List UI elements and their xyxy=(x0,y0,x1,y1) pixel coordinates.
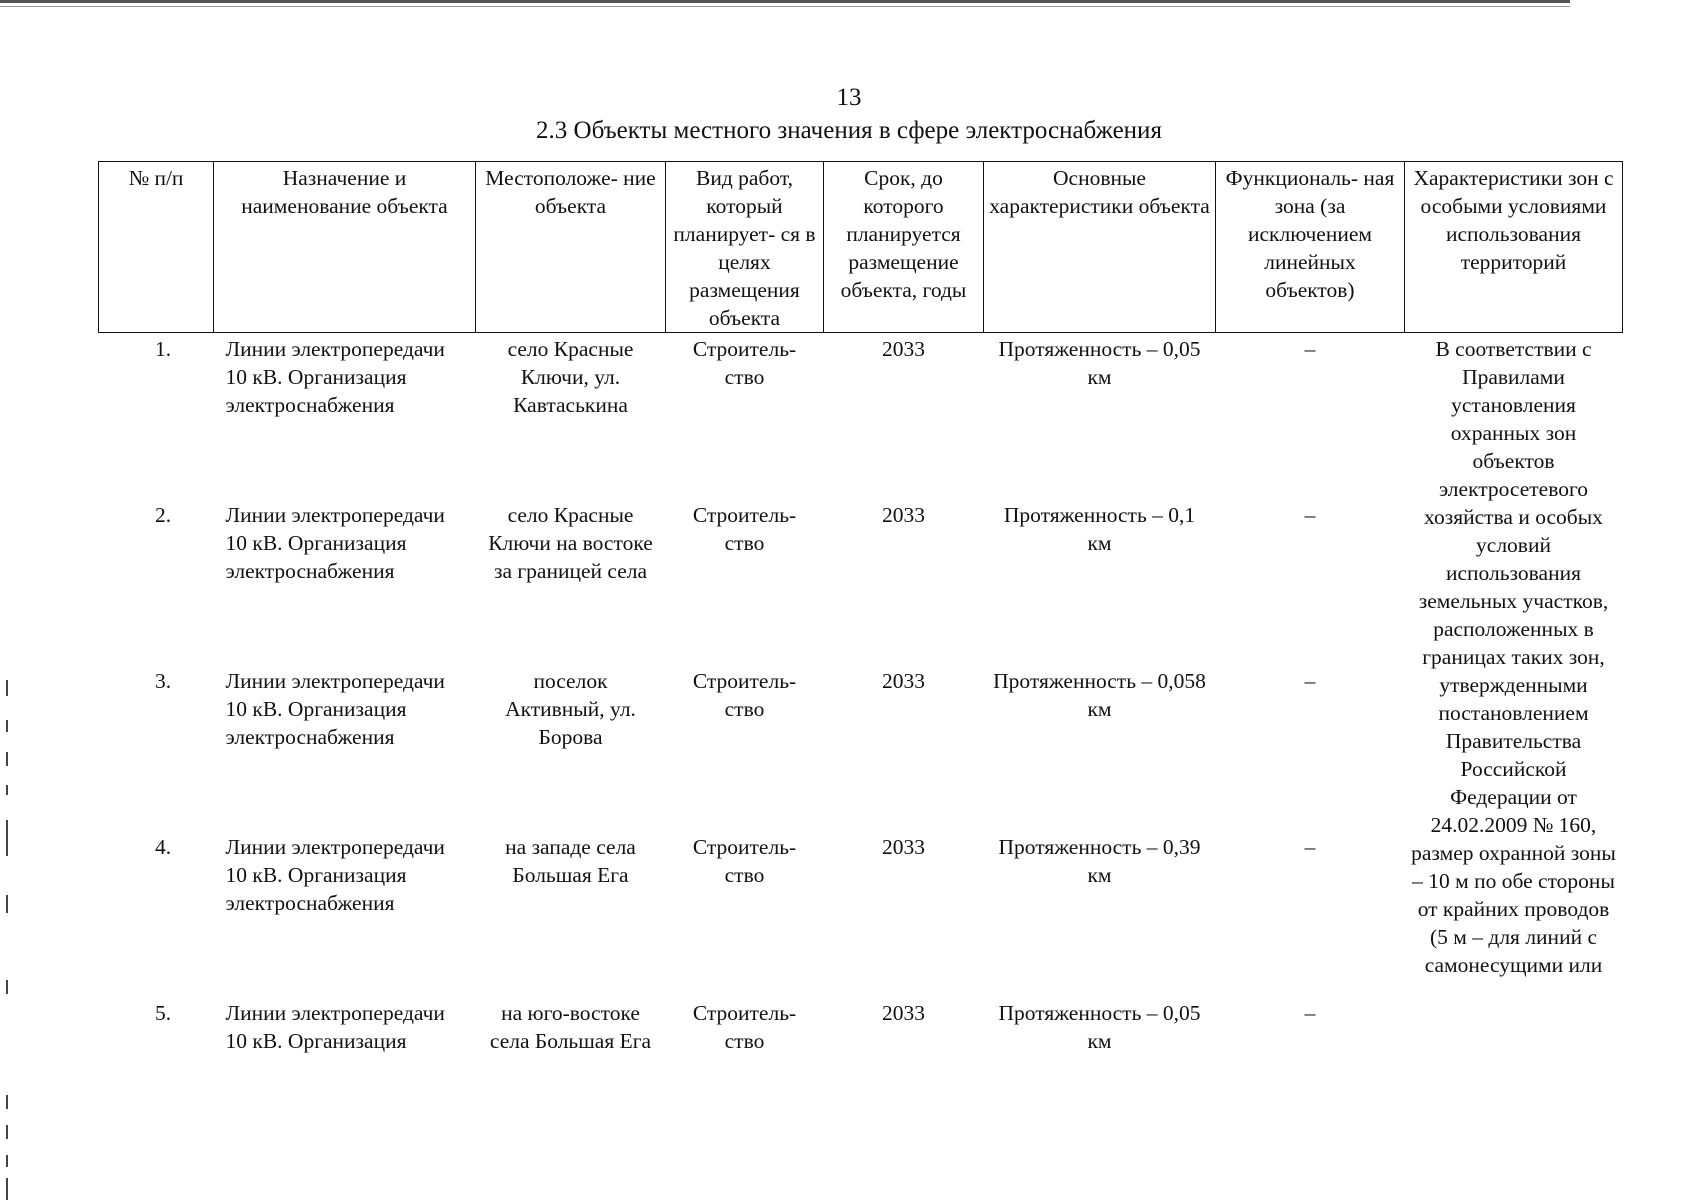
row-characteristics: Протяженность – 0,39 км xyxy=(998,835,1201,887)
row-number: 5. xyxy=(154,1001,172,1025)
table-row xyxy=(99,333,1623,500)
scan-margin-marks xyxy=(6,680,8,1200)
row-work-type: Строитель- ство xyxy=(692,503,797,555)
header-name: Назначение и наименование объекта xyxy=(214,162,476,333)
row-name: Линии электропередачи 10 кВ. Организация xyxy=(225,1001,445,1053)
row-location: поселок Активный, ул. Борова xyxy=(505,669,636,749)
special-zone-text: В соответствии с Правилами установления охранных зон объектов электросетевого хозяйства и особых условий использования земельных участков, расположенных в границах таких зон, утвержденными постановлением Правительства Российской Федерации от 24.02.2009 № 160, размер охранной зоны – 10 м по обе стороны от крайних проводов (5 м – для линий с самонесущими или xyxy=(1411,337,1616,977)
page-number: 13 xyxy=(836,84,862,111)
row-number: 4. xyxy=(154,835,172,859)
header-functional-zone: Функциональ- ная зона (за исключением линейных объектов) xyxy=(1216,162,1405,333)
section-title: 2.3 Объекты местного значения в сфере электроснабжения xyxy=(536,117,1162,144)
row-year: 2033 xyxy=(882,1001,925,1025)
scan-edge-line xyxy=(0,0,1570,3)
row-number: 3. xyxy=(154,669,172,693)
row-work-type: Строитель- ство xyxy=(692,337,797,389)
row-zone: – xyxy=(1304,669,1316,693)
header-deadline: Срок, до которого планируется размещение объекта, годы xyxy=(824,162,984,333)
row-zone: – xyxy=(1304,1001,1316,1025)
row-zone: – xyxy=(1304,503,1316,527)
table-header-row xyxy=(99,162,1623,333)
header-characteristics: Основные характеристики объекта xyxy=(984,162,1216,333)
row-work-type: Строитель- ство xyxy=(692,835,797,887)
row-characteristics: Протяженность – 0,058 км xyxy=(993,669,1206,721)
row-year: 2033 xyxy=(882,337,925,361)
row-name: Линии электропередачи 10 кВ. Организация электроснабжения xyxy=(225,669,445,749)
objects-table xyxy=(98,161,1623,1163)
row-name: Линии электропередачи 10 кВ. Организация электроснабжения xyxy=(225,835,445,915)
scan-edge-line-thin xyxy=(0,6,1570,7)
header-number: № п/п xyxy=(99,162,214,333)
row-zone: – xyxy=(1304,337,1316,361)
row-year: 2033 xyxy=(882,835,925,859)
row-name: Линии электропередачи 10 кВ. Организация электроснабжения xyxy=(225,337,445,417)
row-location: на юго-востоке села Большая Ега xyxy=(489,1001,652,1053)
table-row xyxy=(99,997,1623,1163)
row-name: Линии электропередачи 10 кВ. Организация электроснабжения xyxy=(225,503,445,583)
row-characteristics: Протяженность – 0,05 км xyxy=(998,1001,1201,1053)
header-work-type: Вид работ, который планирует- ся в целях размещения объекта xyxy=(666,162,824,333)
header-location: Местоположе- ние объекта xyxy=(476,162,666,333)
row-zone: – xyxy=(1304,835,1316,859)
table-row xyxy=(99,831,1623,997)
row-location: на западе села Большая Ега xyxy=(505,835,636,887)
row-number: 1. xyxy=(154,337,172,361)
row-number: 2. xyxy=(154,503,172,527)
table-row xyxy=(99,499,1623,665)
row-location: село Красные Ключи на востоке за границей села xyxy=(488,503,653,583)
row-characteristics: Протяженность – 0,1 км xyxy=(1003,503,1196,555)
header-special-zones: Характеристики зон с особыми условиями использования территорий xyxy=(1405,162,1623,333)
row-year: 2033 xyxy=(882,669,925,693)
row-year: 2033 xyxy=(882,503,925,527)
row-characteristics: Протяженность – 0,05 км xyxy=(998,337,1201,389)
row-work-type: Строитель- ство xyxy=(692,669,797,721)
table-row xyxy=(99,665,1623,831)
row-location: село Красные Ключи, ул. Кавтаськина xyxy=(507,337,634,417)
row-work-type: Строитель- ство xyxy=(692,1001,797,1053)
